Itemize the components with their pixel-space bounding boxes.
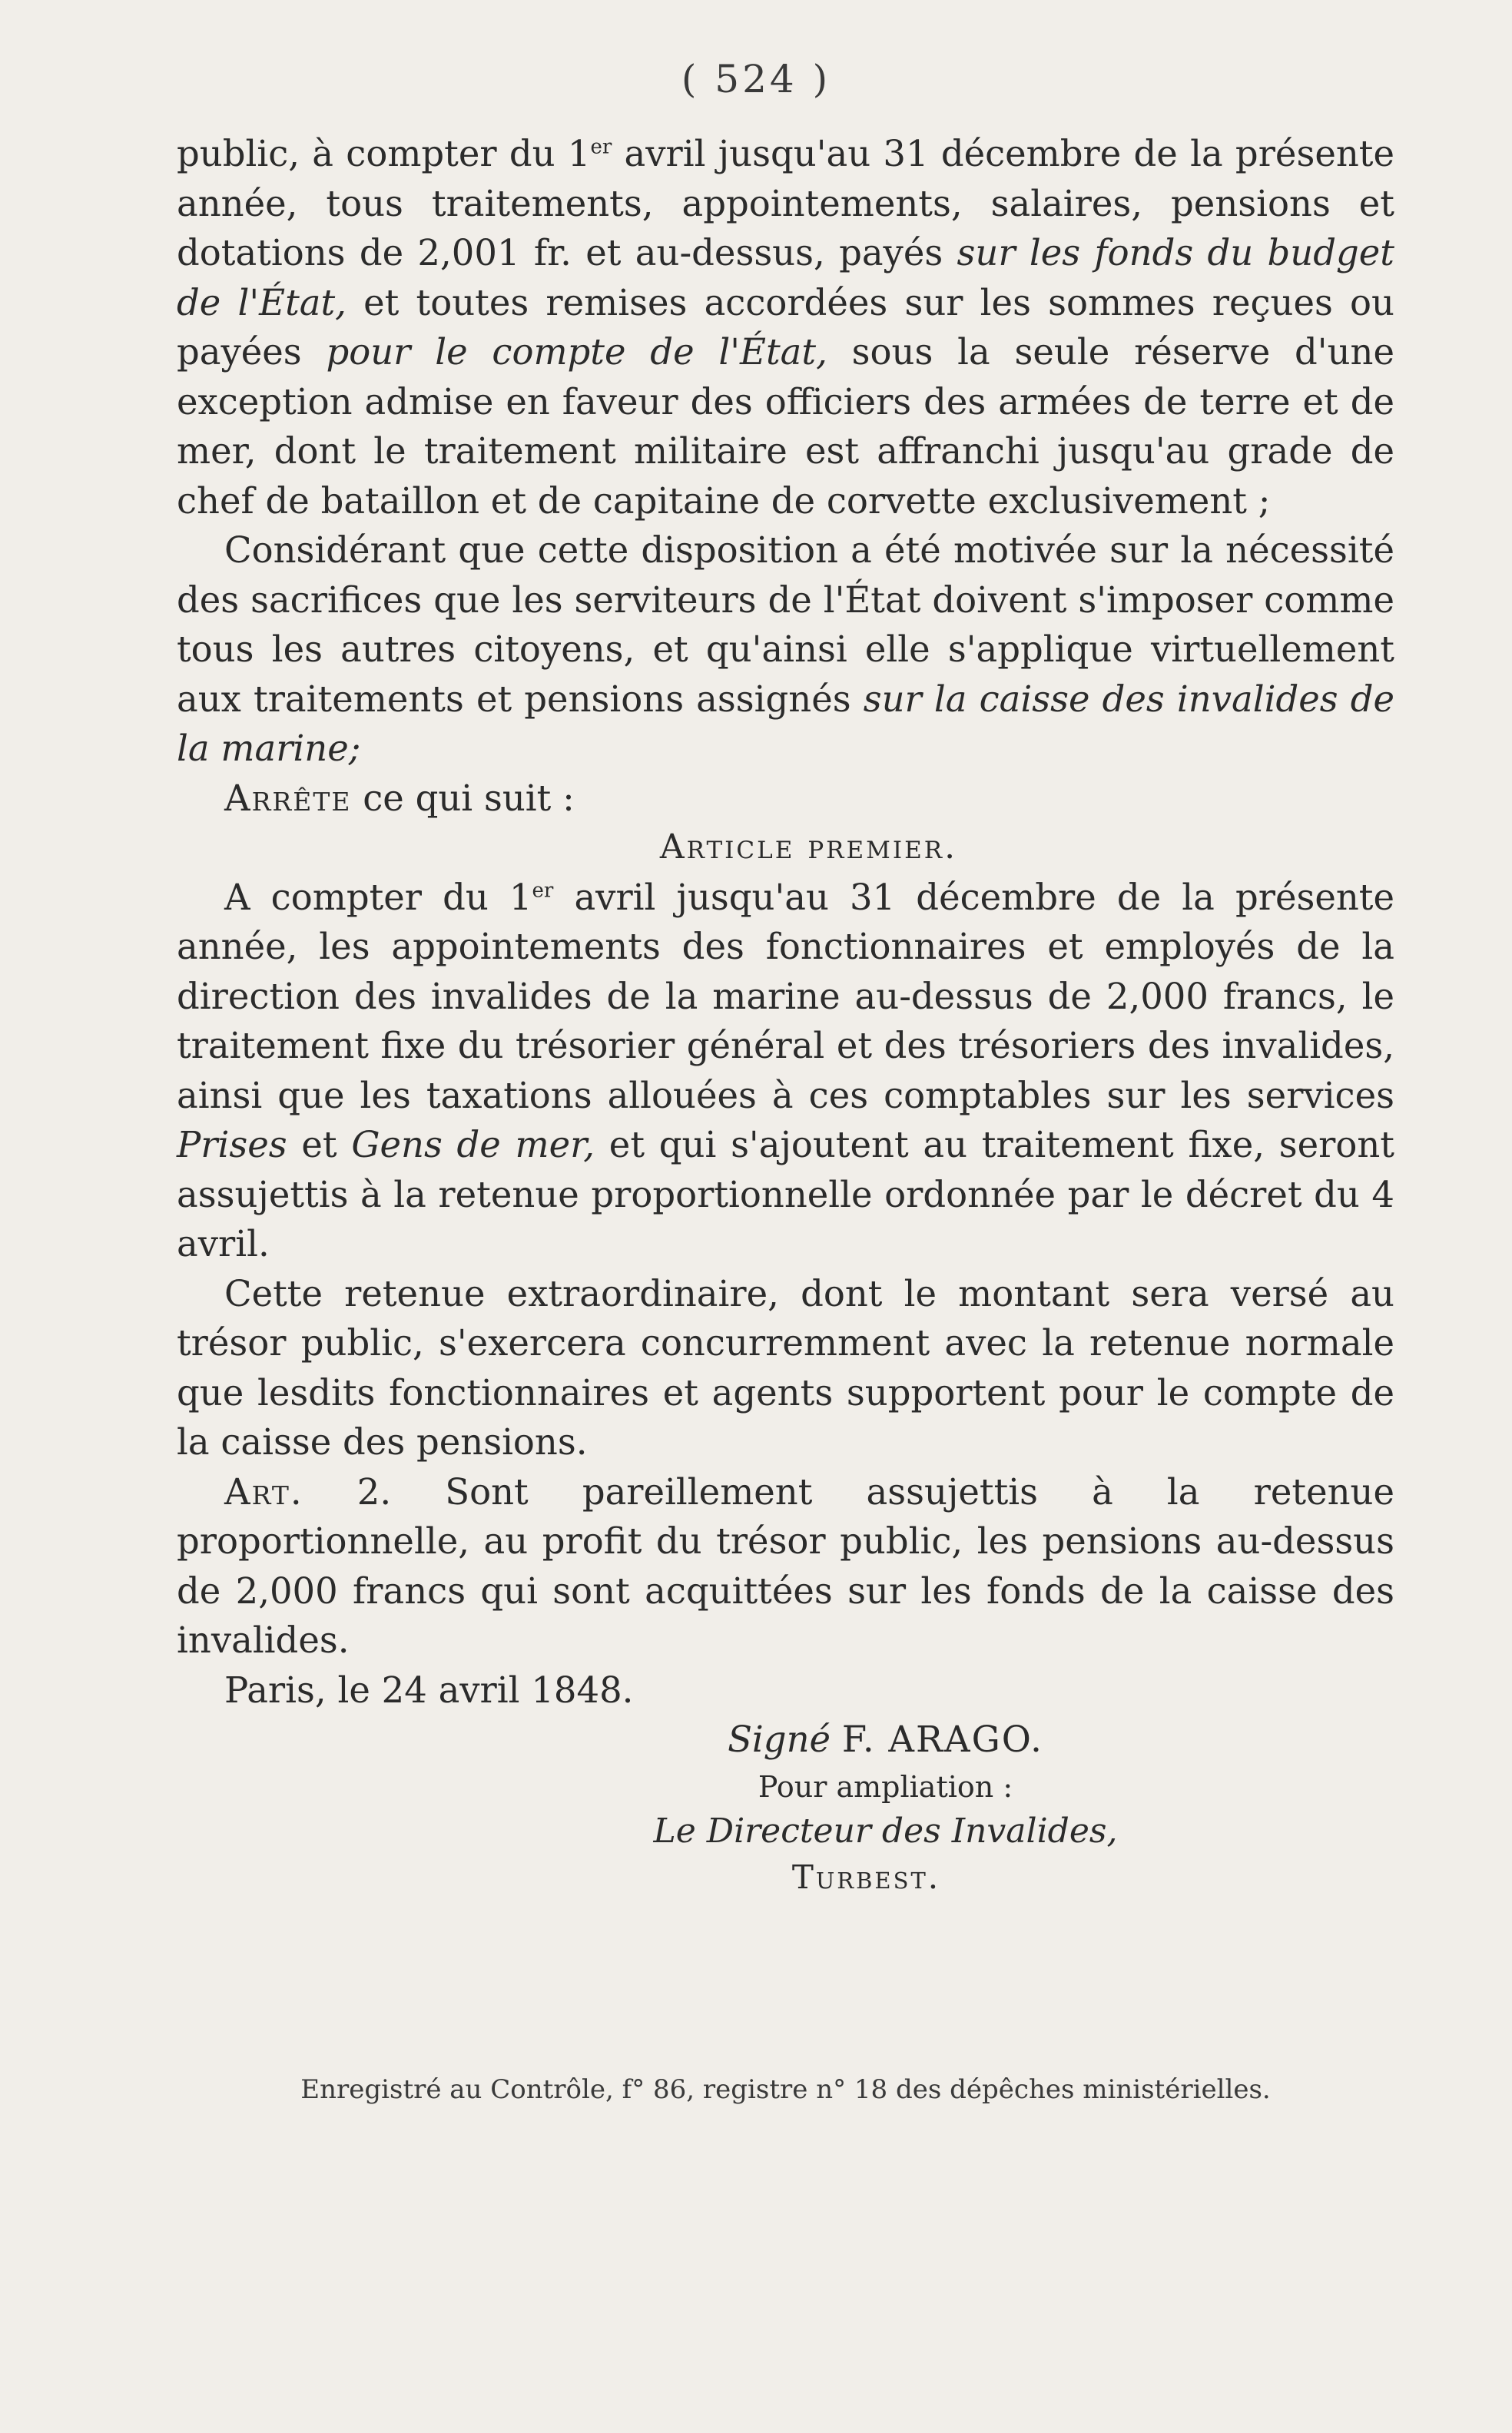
superscript: er [590,135,612,159]
article-label: Art. [224,1470,303,1513]
signatory-name: F. ARAGO. [841,1719,1043,1760]
text-segment: ce qui suit : [351,777,575,819]
paragraph-article-2 [177,1467,1394,1666]
italic-segment: sur la caisse des invalides de la marine; [177,678,1394,769]
paragraph-considerant [177,525,1394,774]
registry-note: Enregistré au Contrôle, f° 86, registre n° 18 des dépêches ministérielles. [300,2074,1271,2105]
text-segment: avril jusqu'au 31 décembre de la présente année, les appointements des fonctionnaires et employés de la direction des invalides de la marine au-dessus de 2,000 francs, le traitement fixe du trésorier général et des trésoriers des invalides, ainsi que les taxations allouées à ces comptables sur les services [177,876,1394,1116]
paragraph-article-1 [177,873,1394,1269]
article-heading: Article premier. [659,827,958,867]
italic-segment: pour le compte de l'État, [326,331,827,373]
superscript: er [532,879,554,902]
text-segment: 2. Sont pareillement assujettis à la retenue proportionnelle, au profit du trésor public, les pensions au-dessus de 2,000 francs qui sont acquittées sur les fonds de la caisse des invalides. [177,1470,1394,1661]
text-segment: Considérant que cette disposition a été motivée sur la nécessité des sacrifices que les serviteurs de l'État doivent s'imposer comme tous les autres citoyens, et qu'ainsi elle s'applique virtuellement aux traitements et pensions assignés [177,529,1394,720]
italic-segment: sur les fonds du budget de l'État, [177,232,1394,323]
italic-segment: Prises [177,1124,287,1165]
italic-segment: Gens de mer, [351,1124,595,1165]
text-segment: sous la seule réserve d'une exception admise en faveur des officiers des armées de terre et de mer, dont le traitement militaire est affranchi jusqu'au grade de chef de bataillon et de capitaine de corvette exclusivement ; [177,331,1394,522]
paragraph-retenue: Cette retenue extraordinaire, dont le montant sera versé au trésor public, s'exercera concurremment avec la retenue normale que lesdits fonctionnaires et agents supportent pour le compte de la caisse des pensions. [177,1272,1394,1463]
paragraph-intro [177,129,1394,525]
text-segment: A compter du 1 [224,876,532,918]
text-segment: et [287,1124,352,1165]
text-segment: public, à compter du 1 [177,133,591,174]
document-body [177,129,1394,1901]
text-segment: et toutes remises accordées sur les sommes reçues ou payées [177,281,1394,373]
ampliation-line: Pour ampliation : [758,1769,1013,1804]
paragraph-arrete [177,774,1394,824]
page-number: ( 524 ) [681,57,831,101]
signature-line [177,1715,1394,1765]
arrete-label: Arrête [224,777,352,819]
signe-label: Signé [728,1719,831,1760]
text-segment: et qui s'ajoutent au traitement fixe, seront assujettis à la retenue proportionnelle ordonnée par le décret du 4 avril. [177,1124,1394,1265]
date-line: Paris, le 24 avril 1848. [224,1669,634,1711]
text-segment: avril jusqu'au 31 décembre de la présente année, tous traitements, appointements, salaires, pensions et dotations de 2,001 fr. et au-dessus, payés [177,133,1394,273]
directeur-line: Le Directeur des Invalides, [653,1811,1118,1851]
final-signatory: Turbest. [791,1858,941,1896]
